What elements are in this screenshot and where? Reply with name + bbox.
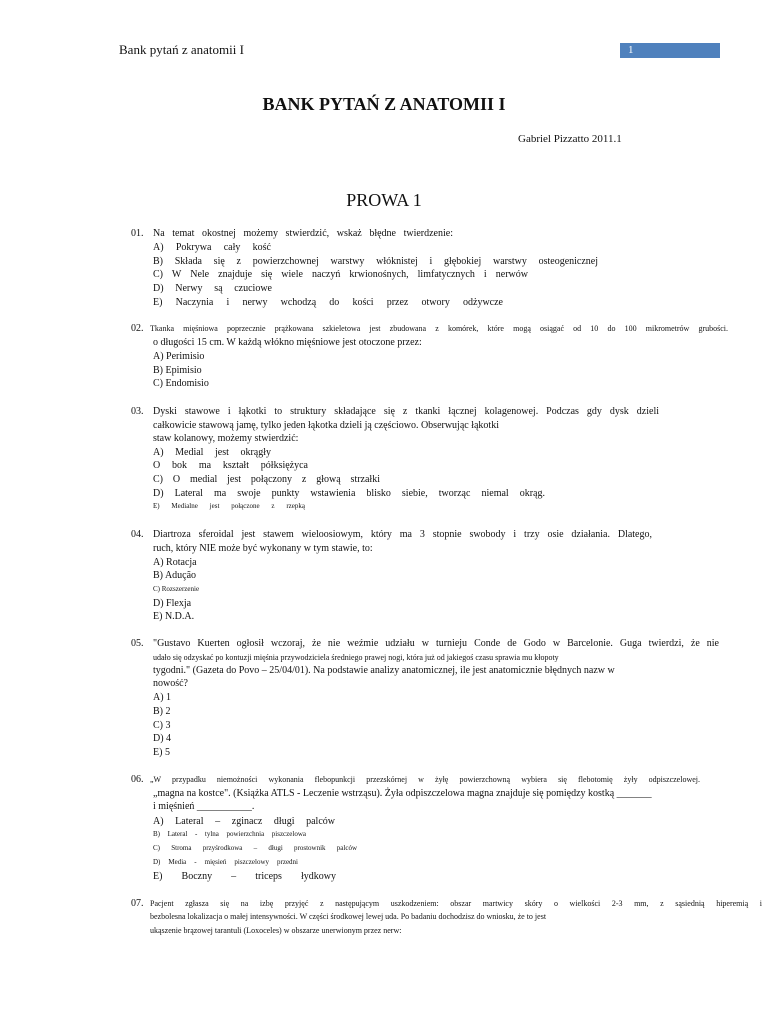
question-text: Tkanka mięśniowa poprzecznie prążkowana szkieletowa jest zbudowana z komórek, które mogą osiągać od 10 do 100 mikrometrów grubości. [150, 324, 728, 333]
question-text: Na temat okostnej możemy stwierdzić, wskaż błędne twierdzenie: [153, 228, 453, 239]
option-text: B) 2 [153, 706, 171, 717]
question-number: 01. [131, 228, 144, 239]
document-title: BANK PYTAŃ Z ANATOMII I [262, 94, 506, 114]
question-number: 07. [131, 898, 144, 909]
option-text: B) Lateral - tylna powierzchnia piszczelowa [153, 830, 306, 838]
question-text: Pacjent zgłasza się na izbę przyjęć z następującym uszkodzeniem: obszar martwicy skóry o wielkości 2-3 mm, z sąsiednią hiperemią i [150, 899, 762, 908]
option-text: B) Epimisio [153, 365, 202, 376]
question-text: ukąszenie brązowej tarantuli (Loxoceles) w obszarze unerwionym przez nerw: [150, 926, 402, 935]
option-text: D) Nerwy są czuciowe [153, 283, 272, 294]
section-heading: PROWA 1 [346, 190, 422, 210]
option-text: D) Flexja [153, 598, 192, 609]
option-text: E) Medialne jest połączone z rzepką [153, 502, 305, 510]
question-text: nowość? [153, 678, 188, 689]
question-text: całkowicie stawową jamę, tylko jeden łąkotka dzieli ją częściowo. Obserwując łąkotki [153, 420, 499, 431]
option-text: A) Pokrywa cały kość [153, 242, 271, 253]
option-text: D) Lateral ma swoje punkty wstawienia blisko siebie, tworząc niemal okrąg. [153, 488, 545, 499]
question-text: udało się odzyskać po kontuzji mięśnia przywodziciela średniego prawej nogi, która już od jakiegoś czasu sprawia mu kłopoty [153, 653, 559, 662]
option-text: C) O medial jest połączony z głową strzałki [153, 474, 380, 485]
question-number: 05. [131, 638, 144, 649]
option-text: C) 3 [153, 720, 171, 731]
page-number-badge: 1 [620, 43, 720, 58]
option-text: C) Stroma przyśrodkowa – długi prostownik palców [153, 844, 357, 852]
question-text: "Gustavo Kuerten ogłosił wczoraj, że nie weźmie udziału w turnieju Conde de Godo w Barcelonie. Guga twierdzi, że nie [153, 638, 719, 649]
question-text: „magna na kostce". (Książka ATLS - Leczenie wstrząsu). Żyła odpiszczelowa magna znajduje się pomiędzy kostką _______ [153, 788, 652, 799]
question-text: ruch, który NIE może być wykonany w tym stawie, to: [153, 543, 373, 554]
option-text: E) Boczny – triceps łydkowy [153, 871, 336, 882]
option-text: O bok ma kształt półksiężyca [153, 460, 308, 471]
option-text: D) 4 [153, 733, 172, 744]
option-text: B) Składa się z powierzchownej warstwy włóknistej i głębokiej warstwy osteogenicznej [153, 256, 598, 267]
question-text: i mięśnień ___________. [153, 801, 255, 812]
option-text: E) 5 [153, 747, 170, 758]
question-text: o długości 15 cm. W każdą włókno mięśniowe jest otoczone przez: [153, 337, 422, 348]
question-text: Dyski stawowe i łąkotki to struktury składające się z tkanki łącznej kolagenowej. Podczas gdy dysk dzieli [153, 406, 659, 417]
question-text: Diartroza sferoidal jest stawem wieloosiowym, który ma 3 stopnie swobody i trzy osie działania. Dlatego, [153, 529, 652, 540]
question-text: bezbolesna lokalizacja o małej intensywności. W części środkowej lewej uda. Po badaniu dochodzisz do wniosku, że to jest [150, 912, 547, 921]
option-text: E) N.D.A. [153, 611, 195, 622]
option-text: D) Media - mięsień piszczelowy przedni [153, 858, 298, 866]
question-text: „W przypadku niemożności wykonania flebopunkcji przezskórnej w żyłę powierzchowną wybiera się flebotomię żyły odpiszczelowej. [150, 775, 700, 784]
option-text: A) Perimisio [153, 351, 205, 362]
question-number: 02. [131, 323, 144, 334]
running-header-title: Bank pytań z anatomii I [119, 42, 244, 57]
option-text: A) Lateral – zginacz długi palców [153, 816, 335, 827]
option-text: B) Adução [153, 570, 197, 581]
option-text: A) 1 [153, 692, 172, 703]
option-text: C) Rozszerzenie [153, 585, 200, 593]
question-text: tygodni." (Gazeta do Povo – 25/04/01). Na podstawie analizy anatomicznej, ile jest anatomicznie błędnych nazw w [153, 665, 615, 676]
option-text: C) W Nele znajduje się wiele naczyń krwionośnych, limfatycznych i nerwów [153, 269, 528, 280]
author-line: Gabriel Pizzatto 2011.1 [518, 133, 622, 145]
question-number: 03. [131, 406, 144, 417]
option-text: C) Endomisio [153, 378, 209, 389]
option-text: A) Medial jest okrągły [153, 447, 271, 458]
option-text: E) Naczynia i nerwy wchodzą do kości przez otwory odżywcze [153, 297, 503, 308]
option-text: A) Rotacja [153, 557, 197, 568]
question-number: 04. [131, 529, 144, 540]
question-number: 06. [131, 774, 144, 785]
question-text: staw kolanowy, możemy stwierdzić: [153, 433, 299, 444]
